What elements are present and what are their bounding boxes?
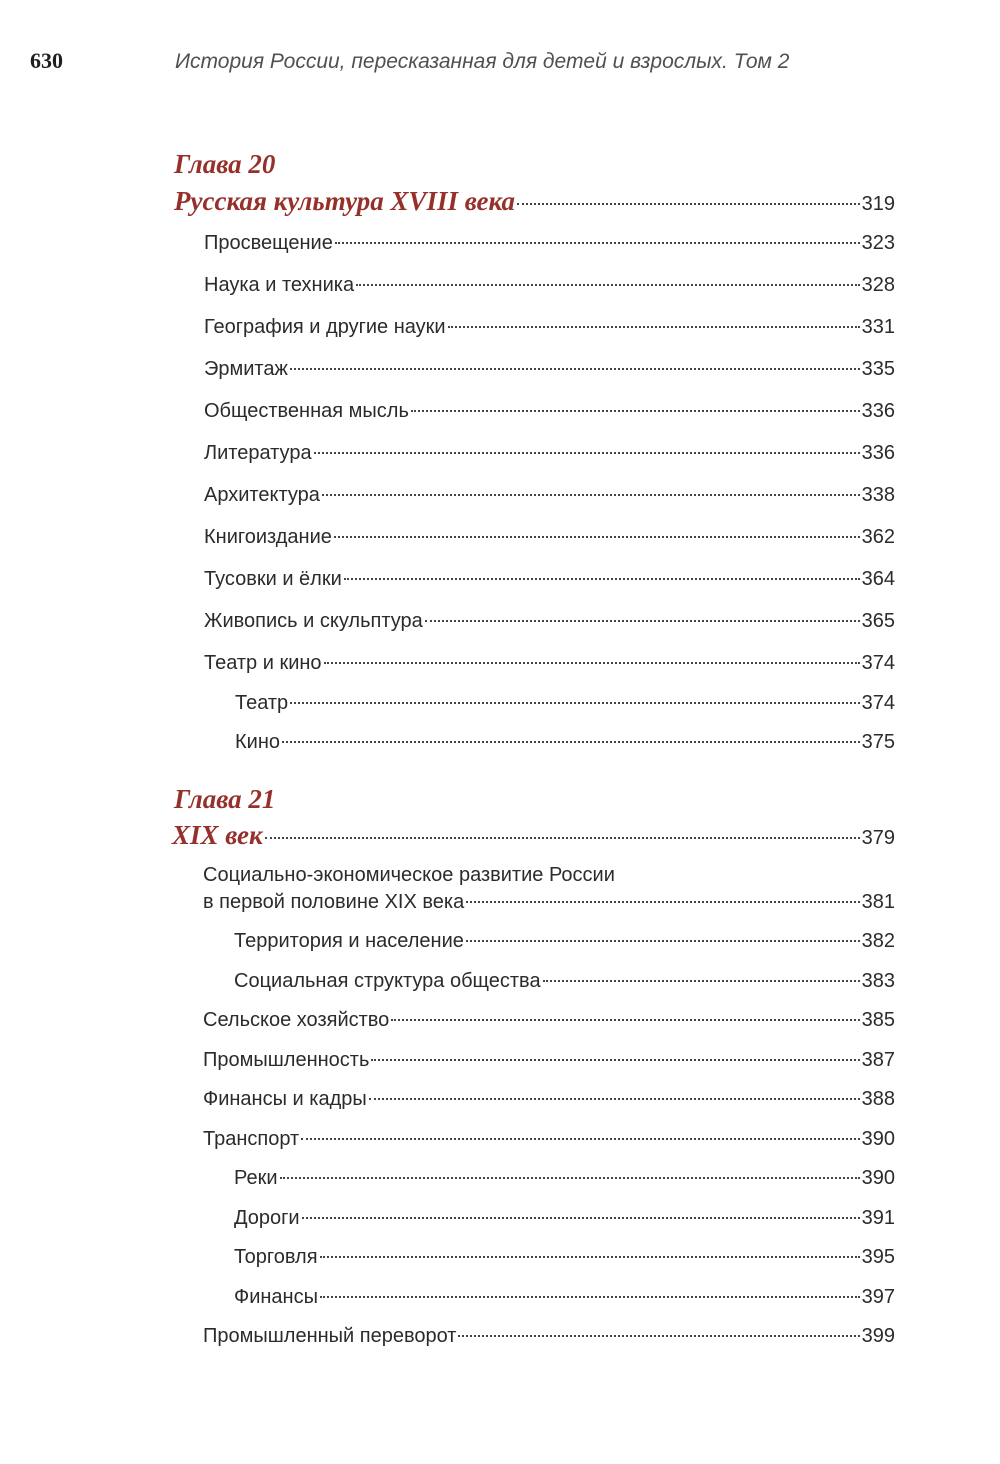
dot-leader xyxy=(301,1138,859,1140)
entry-title: Реки xyxy=(234,1167,278,1189)
page-ref: 388 xyxy=(861,1088,895,1110)
dot-leader xyxy=(458,1335,859,1337)
entry-title: География и другие науки xyxy=(204,316,446,338)
page-ref: 379 xyxy=(861,827,895,849)
page-ref: 382 xyxy=(861,930,895,952)
page-ref: 383 xyxy=(861,970,895,992)
page-ref: 374 xyxy=(861,652,895,674)
entry-title: Театр xyxy=(235,692,289,714)
page-ref: 338 xyxy=(861,484,895,506)
toc-subentry[interactable] xyxy=(234,1164,895,1192)
dot-leader xyxy=(335,242,860,244)
toc-chapter-20[interactable] xyxy=(174,184,895,218)
entry-title: в первой половине XIX века xyxy=(203,891,465,913)
entry-title: Литература xyxy=(204,442,312,464)
dot-leader xyxy=(282,741,860,743)
toc-subentry[interactable] xyxy=(234,967,895,995)
page-ref: 331 xyxy=(861,316,895,338)
toc-entry[interactable] xyxy=(204,271,895,299)
chapter-title: Русская культура XVIII века xyxy=(174,186,515,216)
dot-leader xyxy=(425,620,860,622)
toc-entry[interactable] xyxy=(203,888,895,916)
entry-title: Финансы и кадры xyxy=(203,1088,367,1110)
entry-title: Финансы xyxy=(234,1286,318,1308)
page-ref: 336 xyxy=(861,400,895,422)
dot-leader xyxy=(411,410,860,412)
entry-title: Живопись и скульптура xyxy=(204,610,423,632)
dot-leader xyxy=(356,284,860,286)
page-ref: 335 xyxy=(861,358,895,380)
toc-entry[interactable] xyxy=(204,355,895,383)
dot-leader xyxy=(466,901,859,903)
page-ref: 387 xyxy=(861,1049,895,1071)
entry-title: Транспорт xyxy=(203,1128,300,1150)
dot-leader xyxy=(265,837,860,839)
entry-title: Театр и кино xyxy=(204,652,322,674)
running-title: История России, пересказанная для детей и взрослых. Том 2 xyxy=(175,50,790,73)
toc-subentry[interactable] xyxy=(235,689,895,717)
dot-leader xyxy=(344,578,860,580)
page-ref: 399 xyxy=(861,1325,895,1347)
page-ref: 364 xyxy=(861,568,895,590)
toc-entry[interactable] xyxy=(203,1046,895,1074)
entry-title: Промышленность xyxy=(203,1049,370,1071)
toc-entry[interactable] xyxy=(204,565,895,593)
dot-leader xyxy=(290,368,860,370)
chapter-20-label: Глава 20 xyxy=(174,149,276,179)
page-ref: 395 xyxy=(861,1246,895,1268)
entry-title: Кино xyxy=(235,731,280,753)
dot-leader xyxy=(543,980,860,982)
dot-leader xyxy=(320,1296,860,1298)
toc-entry-line1[interactable]: Социально-экономическое развитие России xyxy=(203,864,615,886)
entry-title: Архитектура xyxy=(204,484,320,506)
toc-subentry[interactable] xyxy=(234,1283,895,1311)
page-ref: 385 xyxy=(861,1009,895,1031)
dot-leader xyxy=(466,940,860,942)
toc-subentry[interactable] xyxy=(234,927,895,955)
dot-leader xyxy=(369,1098,860,1100)
dot-leader xyxy=(334,536,860,538)
toc-entry[interactable] xyxy=(204,649,895,677)
entry-title: Торговля xyxy=(234,1246,318,1268)
toc-subentry[interactable] xyxy=(234,1243,895,1271)
dot-leader xyxy=(324,662,860,664)
entry-title: Социальная структура общества xyxy=(234,970,541,992)
toc-entry[interactable] xyxy=(204,523,895,551)
dot-leader xyxy=(320,1256,860,1258)
chapter-21-label: Глава 21 xyxy=(174,784,276,814)
toc-entry[interactable] xyxy=(204,397,895,425)
toc-entry[interactable] xyxy=(203,1322,895,1350)
page-ref: 323 xyxy=(861,232,895,254)
entry-title: Книгоиздание xyxy=(204,526,332,548)
entry-title: Тусовки и ёлки xyxy=(204,568,342,590)
page-ref: 390 xyxy=(861,1167,895,1189)
dot-leader xyxy=(290,702,859,704)
dot-leader xyxy=(371,1059,859,1061)
entry-title: Дороги xyxy=(234,1207,300,1229)
entry-title: Просвещение xyxy=(204,232,333,254)
page-ref: 319 xyxy=(861,193,895,215)
dot-leader xyxy=(314,452,860,454)
toc-entry[interactable] xyxy=(203,1006,895,1034)
page-ref: 391 xyxy=(861,1207,895,1229)
chapter-title: XIX век xyxy=(172,820,263,850)
page-ref: 336 xyxy=(861,442,895,464)
page-ref: 328 xyxy=(861,274,895,296)
dot-leader xyxy=(322,494,860,496)
toc-subentry[interactable] xyxy=(234,1204,895,1232)
dot-leader xyxy=(391,1019,859,1021)
page-number: 630 xyxy=(30,48,63,73)
page-ref: 375 xyxy=(861,731,895,753)
toc-chapter-21[interactable] xyxy=(172,818,895,852)
entry-title: Наука и техника xyxy=(204,274,355,296)
page-ref: 397 xyxy=(861,1286,895,1308)
dot-leader xyxy=(517,203,860,205)
entry-title: Общественная мысль xyxy=(204,400,409,422)
toc-entry[interactable] xyxy=(203,1125,895,1153)
page-ref: 365 xyxy=(861,610,895,632)
toc-entry[interactable] xyxy=(204,229,895,257)
entry-title: Сельское хозяйство xyxy=(203,1009,390,1031)
dot-leader xyxy=(302,1217,860,1219)
entry-title: Территория и население xyxy=(234,930,464,952)
entry-title: Промышленный переворот xyxy=(203,1325,457,1347)
toc-subentry[interactable] xyxy=(235,728,895,756)
page-ref: 390 xyxy=(861,1128,895,1150)
toc-entry[interactable] xyxy=(204,481,895,509)
toc-entry[interactable] xyxy=(204,313,895,341)
entry-title: Эрмитаж xyxy=(204,358,288,380)
dot-leader xyxy=(448,326,860,328)
toc-entry[interactable] xyxy=(204,439,895,467)
page-ref: 374 xyxy=(861,692,895,714)
toc-entry[interactable] xyxy=(204,607,895,635)
toc-entry[interactable] xyxy=(203,1085,895,1113)
page-ref: 362 xyxy=(861,526,895,548)
page-ref: 381 xyxy=(861,891,895,913)
dot-leader xyxy=(280,1177,860,1179)
